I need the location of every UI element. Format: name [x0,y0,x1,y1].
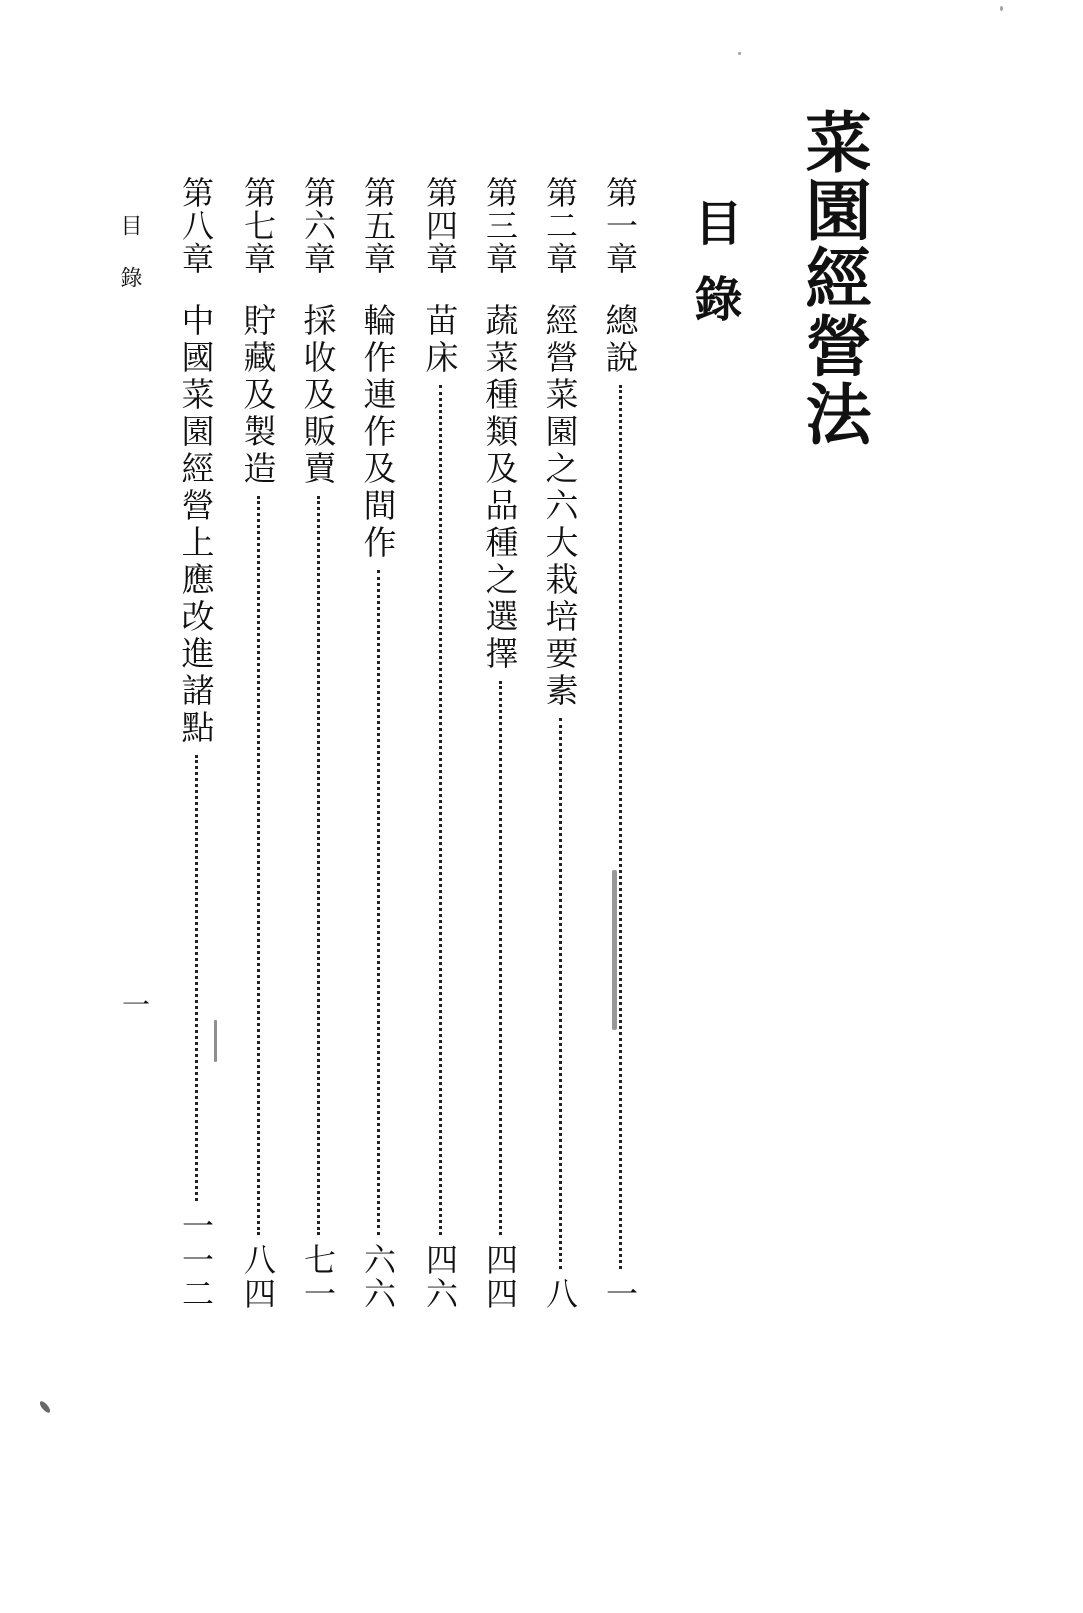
dot-leader [559,718,562,1269]
chapter-number: 第八章 [177,176,215,275]
chapter-title: 經營菜園之六大栽培要素 [540,303,580,710]
chapter-number: 第三章 [481,176,519,275]
toc-entry-7[interactable] [236,176,280,1311]
chapter-title: 採收及販賣 [298,303,338,488]
page-folio: 一 [118,990,151,1018]
book-title: 菜園經營法 [794,108,872,448]
toc-entry-3[interactable] [478,176,522,1311]
chapter-number: 第五章 [359,176,397,275]
page-number: 四四 [481,1243,519,1311]
page-number: 一一二 [177,1209,215,1311]
dot-leader [257,496,260,1235]
running-head: 目錄 [117,214,142,318]
chapter-title: 苗床 [420,303,460,377]
scan-speck [214,1020,217,1062]
scan-speck [38,1400,52,1415]
chapter-number: 第四章 [421,176,459,275]
page-number: 八四 [239,1243,277,1311]
page-number: 六六 [359,1243,397,1311]
page-number: 四六 [421,1243,459,1311]
toc-entry-8[interactable] [174,176,218,1311]
toc-entry-6[interactable] [296,176,340,1311]
dot-leader [377,570,380,1235]
chapter-title: 貯藏及製造 [238,303,278,488]
dot-leader [499,681,502,1235]
chapter-number: 第七章 [239,176,277,275]
chapter-number: 第六章 [299,176,337,275]
scan-speck [738,52,741,55]
dot-leader [195,755,198,1201]
toc-entry-5[interactable] [356,176,400,1311]
page-number: 七一 [299,1243,337,1311]
chapter-title: 總說 [600,303,640,377]
chapter-number: 第一章 [601,176,639,275]
chapter-number: 第二章 [541,176,579,275]
chapter-title: 蔬菜種類及品種之選擇 [480,303,520,673]
toc-entry-1[interactable] [598,176,642,1311]
page-number: 八 [541,1277,579,1311]
scan-speck [1000,6,1003,11]
toc-heading: 目錄 [686,198,742,350]
page-number: 一 [601,1277,639,1311]
dot-leader [317,496,320,1235]
dot-leader [439,385,442,1235]
chapter-title: 輪作連作及間作 [358,303,398,562]
scan-speck [612,870,617,1030]
toc-entry-2[interactable] [538,176,582,1311]
chapter-title: 中國菜園經營上應改進諸點 [176,303,216,747]
dot-leader [619,385,622,1269]
toc-entry-4[interactable] [418,176,462,1311]
